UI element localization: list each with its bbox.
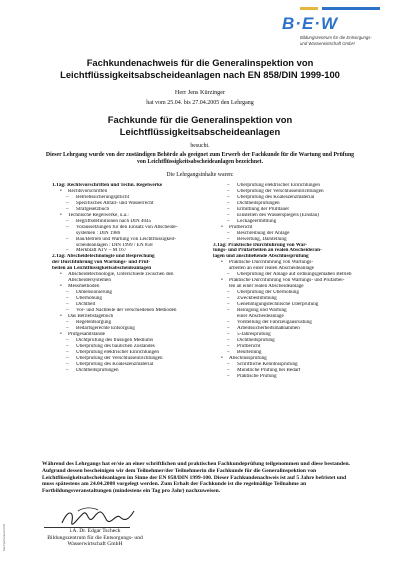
list-item-text: Beurteilung: [237, 349, 262, 355]
list-bullet: –: [227, 188, 230, 194]
list-bullet: –: [66, 361, 69, 367]
list-bullet: –: [227, 206, 230, 212]
list-item-text: Merkblatt ATV – M 167: [76, 248, 127, 254]
list-item-text: einer Abscheideanlage: [237, 313, 284, 319]
list-item-text: 1.Tag: Rechtsvorschriften und Techn. Regelwerke: [52, 183, 163, 188]
list-bullet: –: [66, 319, 69, 325]
list-bullet: –: [227, 183, 230, 188]
signer-org-line-2: Wasserwirtschaft GmbH: [67, 541, 123, 548]
participant-name: Herr Jens Kürzinger: [174, 89, 226, 96]
list-bullet: •: [60, 331, 62, 337]
list-item-text: Einstellen des Wasserspiegels (Einstau): [237, 212, 320, 218]
list-bullet: –: [227, 337, 230, 343]
logo-subtitle: [282, 35, 394, 46]
list-bullet: –: [66, 200, 69, 206]
contents-right-column: [213, 183, 368, 379]
list-bullet: –: [66, 290, 69, 296]
list-item-text: tungs- und Prüfarbeiten an realen Abscheideran-: [213, 248, 322, 254]
list-item-text: Prüfbericht: [237, 343, 261, 349]
title-line-1: Fachkundenachweis für die Generalinspektion von: [86, 57, 314, 68]
list-item-text: ten an einer realen Abscheideanlage: [229, 284, 304, 290]
list-item-text: Zweckbestimmung: [237, 296, 277, 302]
list-item-text: Überprüfung des Koaleszenzmaterial: [76, 361, 154, 367]
list-item-text: Strafgesetzbuch: [76, 206, 110, 212]
list-bullet: •: [221, 355, 223, 361]
list-item-text: Überhöhung: [76, 296, 102, 302]
list-item-text: Überprüfung der Verschlusseinrichtungen: [237, 188, 324, 194]
list-item-text: Prüfgesamtstände: [68, 331, 105, 337]
logo-letters: B·E·W: [282, 14, 338, 33]
list-bullet: •: [60, 284, 62, 290]
list-item-text: Abscheidetechnologie, Unterschiede zwischen den: [68, 272, 174, 278]
list-bullet: –: [227, 367, 230, 373]
contents-list-item: [52, 368, 207, 374]
list-item-text: Rechtsvorschriften: [68, 188, 108, 194]
signer-block: [40, 528, 150, 548]
list-bullet: •: [60, 272, 62, 278]
list-bullet: –: [66, 224, 69, 230]
list-item-text: Begriffsdefinitionen nach DIN 4045: [76, 218, 152, 224]
list-item-text: 5-Jahresprüfung: [237, 331, 271, 337]
list-bullet: •: [221, 224, 223, 230]
list-item-text: Das Betriebstagebuch: [68, 313, 114, 319]
list-bullet: –: [66, 302, 69, 308]
signer-org-line-1: Bildungszentrum für die Entsorgungs- und: [47, 534, 143, 541]
list-item-text: Reinigung und Wartung: [237, 308, 287, 314]
list-bullet: –: [66, 308, 69, 314]
list-item-text: Überprüfung der Anlage auf ordnungsgemäßen Betrieb: [237, 272, 352, 278]
list-item-text: Abscheidersystemen: [68, 278, 111, 284]
list-item-text: Dichtprüfung des flüssigen Mediums: [76, 337, 154, 343]
list-item-text: scheideanlagen : DIN 1999 / EN 858: [76, 242, 153, 248]
list-item-text: Bewertung, Darstellung: [237, 236, 287, 242]
list-bullet: •: [221, 260, 223, 266]
list-bullet: –: [66, 218, 69, 224]
list-item-text: Dichtheitsprüfungen: [76, 367, 119, 373]
list-item-text: Überprüfung elektrischer Einrichtungen: [76, 349, 159, 355]
list-item-text: Ermittlung der Prüfdauer: [237, 206, 290, 212]
list-bullet: –: [66, 296, 69, 302]
list-item-text: Schriftliche Kenntnisprüfung: [237, 361, 298, 367]
list-bullet: –: [66, 325, 69, 331]
list-item-text: Beschreibung der Anlage: [237, 230, 290, 236]
list-bullet: –: [227, 296, 230, 302]
list-item-text: Prüfbericht: [229, 224, 253, 230]
list-item-text: Leckageermittlung: [237, 218, 277, 224]
logo-subtitle-line-2: und Wasserwirtschaft GmbH: [300, 40, 355, 46]
contents-left-column: [52, 183, 207, 374]
list-bullet: –: [227, 302, 230, 308]
course-dates: hat vom 25.04. bis 27.04.2005 den Lehrgang: [146, 100, 254, 106]
list-bullet: –: [227, 308, 230, 314]
list-item-text: Mündliche Prüfung bei Bedarf: [237, 367, 301, 373]
list-item-text: Dimensionierung: [76, 290, 113, 296]
list-item-text: Vor- und Nachteile der verschiedenen Methoden: [76, 308, 177, 314]
list-bullet: –: [227, 349, 230, 355]
course-title: [30, 114, 370, 138]
list-item-text: Regelentsorgung: [76, 319, 112, 325]
list-item-text: Messmethoden: [68, 284, 100, 290]
list-item-text: 2.Tag: Abscheidetechnologie und Besprechung: [52, 254, 155, 260]
list-item-text: lagen und anschließende Abschlussprüfung: [213, 254, 309, 260]
list-item-text: Spezifisches Abfall- und Wasserrecht: [76, 200, 154, 206]
list-item-text: Arbeitssicherheitsmaßnahmen: [237, 325, 300, 331]
list-item-text: Überprüfung des Koaleszenzmaterial: [237, 194, 315, 200]
contents-list-item: [213, 374, 368, 380]
list-item-text: Überprüfung der Überhöhung: [237, 290, 299, 296]
list-item-text: systemen : DIN 1986: [76, 230, 121, 236]
list-item-text: arbeiten an einer realen Abscheideanlage: [229, 266, 314, 272]
signature-image: [58, 505, 138, 529]
list-bullet: –: [227, 212, 230, 218]
list-item-text: Betriebssicherungspflicht: [76, 194, 130, 200]
logo-subtitle-line-1: Bildungszentrum für die Entsorgungs-: [300, 35, 372, 40]
list-item-text: 3.Tag: Praktische Durchführung von War-: [213, 242, 308, 248]
list-bullet: –: [66, 206, 69, 212]
list-item-text: Überprüfung elektrischer Einrichtungen: [237, 183, 320, 188]
list-bullet: –: [227, 272, 230, 278]
list-bullet: –: [227, 331, 230, 337]
list-item-text: Genehmigungstechnische Überprüfung: [237, 302, 319, 308]
signer-name: i.A. Dr. Edgar Tscheck: [69, 528, 121, 534]
list-item-text: Abschlussprüfung: [229, 355, 267, 361]
list-bullet: –: [227, 325, 230, 331]
list-bullet: –: [66, 343, 69, 349]
list-bullet: •: [221, 278, 223, 284]
course-title-line-1: Fachkunde für die Generalinspektion von: [107, 114, 293, 125]
margin-edge-text: Stempel/Unterschrift: [2, 524, 6, 552]
list-item-text: Überprüfung der Verschlusseinrichtungen: [76, 355, 163, 361]
list-bullet: –: [66, 355, 69, 361]
list-bullet: –: [227, 236, 230, 242]
list-item-text: Dichtheit: [76, 302, 96, 308]
list-item-text: Überprüfung des baulichen Zustandes: [76, 343, 155, 349]
list-item-text: Dichtheitsprüfung: [237, 337, 275, 343]
course-title-line-2: Leichtflüssigkeitsabscheideanlagen: [119, 126, 281, 137]
list-item-text: Praktische Durchführung von Wartungs- und Prüfarbei-: [229, 278, 345, 284]
list-bullet: –: [227, 361, 230, 367]
list-item-text: Vorstellung der Fahrzeugausrüstung: [237, 319, 312, 325]
list-item-text: Technische Regelwerke, u.a.:: [68, 212, 129, 218]
list-bullet: –: [66, 194, 69, 200]
title-line-2: Leichtflüssigkeitsabscheideanlagen nach EN 858/DIN 1999-100: [60, 69, 340, 80]
list-item-text: Praktische Durchführung von Wartungs-: [229, 260, 314, 266]
list-bullet: –: [227, 194, 230, 200]
list-item-text: beiten an Leichtflüssigkeitsabscheideanlagen: [52, 266, 152, 272]
list-bullet: –: [227, 218, 230, 224]
list-bullet: –: [66, 349, 69, 355]
list-bullet: –: [227, 319, 230, 325]
list-bullet: •: [60, 212, 62, 218]
list-item-text: der Durchführung von Wartungs- und Prüf-: [52, 260, 151, 266]
list-bullet: –: [227, 290, 230, 296]
list-bullet: –: [227, 230, 230, 236]
list-bullet: •: [60, 188, 62, 194]
list-item-text: Dichtheitsprüfungen: [237, 200, 280, 206]
list-item-text: Bedarfsgerechte Entsorgung: [76, 325, 135, 331]
list-bullet: –: [227, 343, 230, 349]
contents-heading: Die Lehrgangsinhalte waren:: [166, 172, 234, 178]
list-item-text: Bau/Betrieb und Wartung von Leichtflüssigkeit-: [76, 236, 177, 242]
intro-paragraph: Dieser Lehrgang wurde von der zuständigen Behörde als geeignet zum Erwerb der Fachkunde für die Wartung und Prüfung von Leichtflüssigkeitsabscheideanlagen bezeichnet.: [45, 152, 355, 166]
list-bullet: –: [66, 337, 69, 343]
list-bullet: –: [66, 248, 69, 254]
certificate-title: [30, 57, 370, 81]
list-item-text: Voraussetzungen für den Einsatz von Abscheide-: [76, 224, 178, 230]
list-bullet: –: [66, 367, 69, 373]
list-bullet: –: [227, 373, 230, 379]
closing-paragraph: Während des Lehrgangs hat er/sie an einer schriftlichen und praktischen Fachkundeprüfung teilgenommen und diese bestanden. Aufgrund dessen bescheinigen wir dem Teilnehmer/der Teilnehmerin die Fachkunde für die Generalinspektion von Leichtflüssigkeitsabscheideanlagen im Sinne der EN 858/DIN 1999-100. Dieser Fachkundenachweis ist auf 5 Jahre befristet und muss spätestens am 24.04.2008 vorgelegt werden. Zum Erhalt der Fachkunde ist die regelmäßige Teilnahme an Fortbildungsveranstaltungen (mindestens ein Tag pro Jahr) nachzuweisen.: [42, 461, 350, 495]
list-bullet: –: [227, 200, 230, 206]
list-bullet: –: [66, 236, 69, 242]
list-bullet: •: [60, 313, 62, 319]
attended-text: besucht.: [190, 143, 210, 149]
list-item-text: Praktische Prüfung: [237, 373, 277, 379]
bew-logo: [282, 8, 394, 58]
